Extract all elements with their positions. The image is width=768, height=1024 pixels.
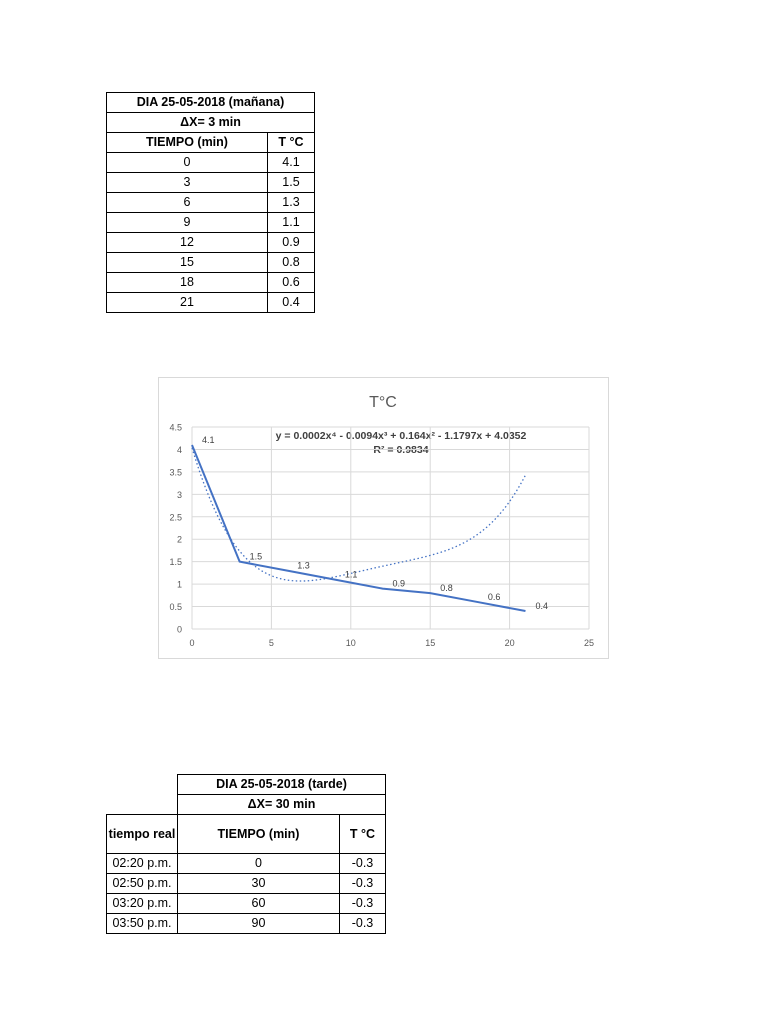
table-row bbox=[107, 273, 315, 293]
cell-tiempo: 9 bbox=[107, 213, 268, 233]
y-tick-label: 2.5 bbox=[169, 512, 182, 523]
table-row bbox=[107, 854, 386, 874]
cell-tiempo: 0 bbox=[107, 153, 268, 173]
cell-tiempo: 90 bbox=[178, 914, 340, 934]
y-tick-label: 3 bbox=[176, 489, 182, 500]
y-tick-label: 2 bbox=[176, 534, 182, 545]
cell-temperatura: -0.3 bbox=[340, 874, 386, 894]
afternoon-table-interval: ΔX= 30 min bbox=[178, 795, 386, 815]
table-row bbox=[107, 193, 315, 213]
cell-tiempo: 12 bbox=[107, 233, 268, 253]
table-row bbox=[107, 213, 315, 233]
x-tick-label: 0 bbox=[189, 638, 195, 648]
header-temperatura: T °C bbox=[268, 133, 315, 153]
y-tick-label: 0.5 bbox=[169, 602, 182, 613]
cell-temperatura: -0.3 bbox=[340, 854, 386, 874]
chart-gridlines bbox=[192, 427, 589, 629]
cell-tiempo: 60 bbox=[178, 894, 340, 914]
x-tick-label: 5 bbox=[268, 638, 274, 648]
data-label: 0.6 bbox=[487, 592, 501, 603]
cell-temperatura: 4.1 bbox=[268, 153, 315, 173]
cell-tiempo-real: 02:50 p.m. bbox=[107, 874, 178, 894]
cell-temperatura: 1.1 bbox=[268, 213, 315, 233]
cell-temperatura: -0.3 bbox=[340, 894, 386, 914]
table-row bbox=[107, 173, 315, 193]
afternoon-table bbox=[106, 774, 386, 934]
temperature-chart bbox=[158, 377, 609, 659]
morning-table-title: DIA 25-05-2018 (mañana) bbox=[107, 93, 315, 113]
data-label: 1.1 bbox=[344, 569, 358, 580]
header-temperatura: T °C bbox=[340, 815, 386, 854]
header-tiempo-real: tiempo real bbox=[107, 815, 178, 854]
cell-temperatura: 0.4 bbox=[268, 293, 315, 313]
table-row bbox=[107, 253, 315, 273]
x-tick-label: 20 bbox=[504, 638, 515, 648]
data-label: 0.9 bbox=[392, 578, 406, 589]
cell-tiempo-real: 02:20 p.m. bbox=[107, 854, 178, 874]
cell-temperatura: 1.3 bbox=[268, 193, 315, 213]
y-axis-ticks bbox=[169, 423, 182, 635]
table-row bbox=[107, 293, 315, 313]
afternoon-table-title: DIA 25-05-2018 (tarde) bbox=[178, 775, 386, 795]
y-tick-label: 1 bbox=[176, 579, 182, 590]
morning-table-interval: ΔX= 3 min bbox=[107, 113, 315, 133]
data-label: 1.5 bbox=[249, 551, 263, 562]
header-tiempo: TIEMPO (min) bbox=[178, 815, 340, 854]
table-row bbox=[107, 894, 386, 914]
table-row bbox=[107, 914, 386, 934]
data-label: 0.8 bbox=[440, 583, 453, 594]
cell-temperatura: 1.5 bbox=[268, 173, 315, 193]
data-labels bbox=[202, 435, 548, 611]
cell-tiempo: 6 bbox=[107, 193, 268, 213]
cell-tiempo-real: 03:50 p.m. bbox=[107, 914, 178, 934]
x-tick-label: 10 bbox=[345, 638, 356, 648]
cell-tiempo: 0 bbox=[178, 854, 340, 874]
y-tick-label: 4.5 bbox=[169, 422, 182, 433]
cell-temperatura: -0.3 bbox=[340, 914, 386, 934]
table-row bbox=[107, 233, 315, 253]
cell-tiempo: 3 bbox=[107, 173, 268, 193]
empty-cell bbox=[107, 775, 178, 795]
data-label: 4.1 bbox=[202, 434, 215, 445]
cell-tiempo: 18 bbox=[107, 273, 268, 293]
x-tick-label: 25 bbox=[583, 638, 595, 648]
cell-tiempo: 21 bbox=[107, 293, 268, 313]
morning-table bbox=[106, 92, 315, 313]
x-tick-label: 15 bbox=[425, 638, 436, 648]
table-row bbox=[107, 153, 315, 173]
y-tick-label: 3.5 bbox=[169, 467, 182, 478]
chart-title: T°C bbox=[369, 394, 397, 411]
trendline-equation: y = 0.0002x⁴ - 0.0094x³ + 0.164x² - 1.1797x + 4.0352 bbox=[275, 430, 527, 442]
cell-temperatura: 0.8 bbox=[268, 253, 315, 273]
data-label: 0.4 bbox=[535, 601, 548, 612]
cell-tiempo-real: 03:20 p.m. bbox=[107, 894, 178, 914]
cell-tiempo: 30 bbox=[178, 874, 340, 894]
chart-canvas bbox=[159, 378, 608, 658]
cell-temperatura: 0.6 bbox=[268, 273, 315, 293]
trendline-r-squared: R² = 0.9834 bbox=[373, 444, 429, 456]
y-tick-label: 4 bbox=[176, 444, 182, 455]
x-axis-ticks bbox=[189, 638, 594, 648]
data-label: 1.3 bbox=[297, 560, 310, 571]
y-tick-label: 0 bbox=[176, 624, 182, 635]
empty-cell bbox=[107, 795, 178, 815]
table-row bbox=[107, 874, 386, 894]
series-line bbox=[192, 445, 525, 611]
cell-temperatura: 0.9 bbox=[268, 233, 315, 253]
header-tiempo: TIEMPO (min) bbox=[107, 133, 268, 153]
cell-tiempo: 15 bbox=[107, 253, 268, 273]
y-tick-label: 1.5 bbox=[169, 557, 182, 568]
trendline bbox=[192, 448, 525, 581]
